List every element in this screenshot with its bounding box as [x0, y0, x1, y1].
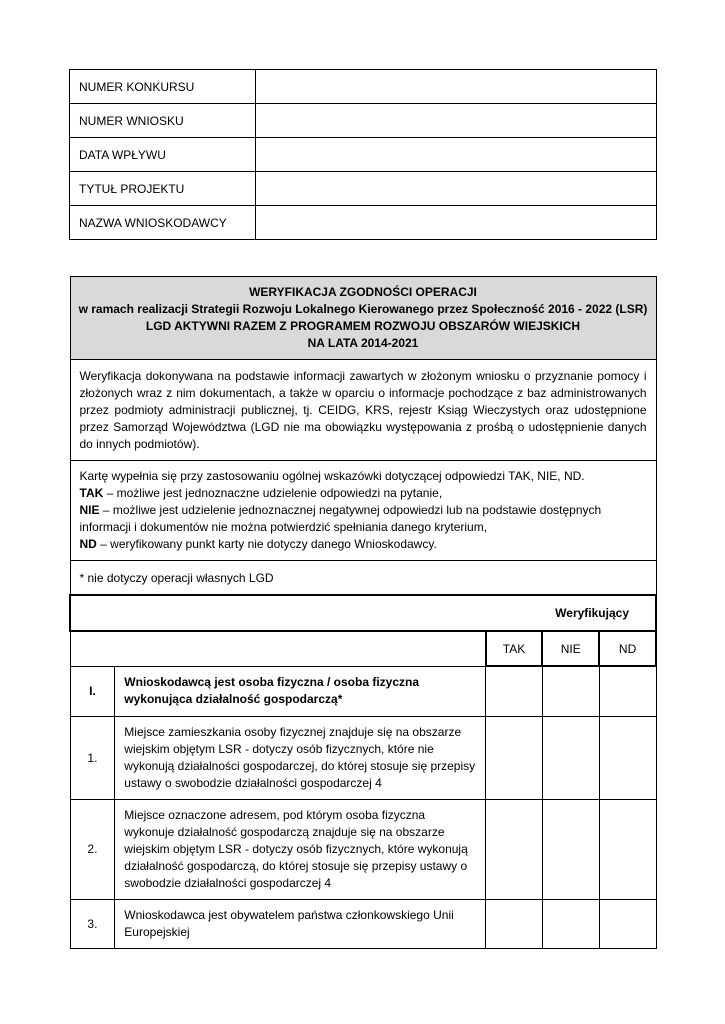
verifier-header: Weryfikujący — [70, 595, 656, 631]
nd-checkbox[interactable] — [599, 799, 656, 899]
criterion-row — [70, 799, 656, 899]
criterion-text: Wnioskodawca jest obywatelem państwa członkowskiego Unii Europejskiej — [115, 899, 486, 948]
info-label: DATA WPŁYWU — [70, 138, 256, 172]
nie-checkbox[interactable] — [542, 666, 599, 716]
title-line: NA LATA 2014-2021 — [307, 336, 419, 350]
criterion-number: 1. — [70, 716, 115, 799]
criterion-text: Miejsce zamieszkania osoby fizycznej znajduje się na obszarze wiejskim objętym LSR - dotyczy osób fizycznych, które nie wykonują działalności gospodarczej, do której stosuje się przepisy ustawy o swobodzie działalności gospodarczej 4 — [115, 716, 486, 799]
column-header-tak: TAK — [486, 631, 543, 666]
column-header-nd: ND — [599, 631, 656, 666]
title-line: LGD AKTYWNI RAZEM Z PROGRAMEM ROZWOJU OBSZARÓW WIEJSKICH — [145, 319, 581, 333]
legend-intro: Kartę wypełnia się przy zastosowaniu ogólnej wskazówki dotyczącej odpowiedzi TAK, NIE, ND. — [79, 469, 585, 483]
title-line: w ramach realizacji Strategii Rozwoju Lokalnego Kierowanego przez Społeczność 2016 - 2022 (LSR) — [78, 302, 648, 316]
tak-checkbox[interactable] — [486, 666, 543, 716]
nd-checkbox[interactable] — [599, 716, 656, 799]
info-label: TYTUŁ PROJEKTU — [70, 172, 256, 206]
info-label: NUMER KONKURSU — [70, 70, 256, 104]
criterion-row — [70, 666, 656, 716]
info-row-contest-number — [70, 70, 657, 104]
info-row-project-title — [70, 172, 657, 206]
answer-legend — [70, 461, 656, 561]
footnote: * nie dotyczy operacji własnych LGD — [70, 561, 656, 596]
info-row-applicant-name — [70, 206, 657, 240]
nd-checkbox[interactable] — [599, 899, 656, 948]
verification-table — [69, 276, 657, 949]
info-label: NUMER WNIOSKU — [70, 104, 256, 138]
project-title-field[interactable] — [256, 172, 657, 206]
column-header-spacer — [70, 631, 486, 666]
tak-checkbox[interactable] — [486, 799, 543, 899]
title-line: WERYFIKACJA ZGODNOŚCI OPERACJI — [249, 285, 477, 299]
application-info-table — [69, 69, 657, 240]
nie-checkbox[interactable] — [542, 799, 599, 899]
nd-checkbox[interactable] — [599, 666, 656, 716]
column-header-nie: NIE — [542, 631, 599, 666]
info-label: NAZWA WNIOSKODAWCY — [70, 206, 256, 240]
criterion-number: 3. — [70, 899, 115, 948]
applicant-name-field[interactable] — [256, 206, 657, 240]
info-row-application-number — [70, 104, 657, 138]
nie-checkbox[interactable] — [542, 716, 599, 799]
receipt-date-field[interactable] — [256, 138, 657, 172]
application-number-field[interactable] — [256, 104, 657, 138]
criterion-text: Wnioskodawcą jest osoba fizyczna / osoba fizyczna wykonująca działalność gospodarczą* — [115, 666, 486, 716]
legend-item-nie: NIE – możliwe jest udzielenie jednoznacznej negatywnej odpowiedzi lub na podstawie dostępnych informacji i dokumentów nie można potwierdzić spełniania danego kryterium, — [79, 503, 602, 534]
criterion-text: Miejsce oznaczone adresem, pod którym osoba fizyczna wykonuje działalność gospodarczą znajduje się na obszarze wiejskim objętym LSR - dotyczy osób fizycznych, które wykonują działalność gospodarczą, do której stosuje się przepisy ustawy o swobodzie działalności gospodarczej 4 — [115, 799, 486, 899]
criterion-number: I. — [70, 666, 115, 716]
criterion-number: 2. — [70, 799, 115, 899]
tak-checkbox[interactable] — [486, 899, 543, 948]
nie-checkbox[interactable] — [542, 899, 599, 948]
contest-number-field[interactable] — [256, 70, 657, 104]
criterion-row — [70, 899, 656, 948]
tak-checkbox[interactable] — [486, 716, 543, 799]
verification-description: Weryfikacja dokonywana na podstawie informacji zawartych w złożonym wniosku o przyznanie pomocy i złożonych wraz z nim dokumentach, a także w oparciu o informacje pochodzące z baz administrowanych przez podmioty administracji publicznej, tj. CEIDG, KRS, rejestr Ksiąg Wieczystych oraz udostępnione przez Samorząd Województwa (LGD nie ma obowiązku występowania z prośbą o udostępnienie danych do innych podmiotów). — [70, 360, 656, 461]
criterion-row — [70, 716, 656, 799]
legend-item-tak: TAK – możliwe jest jednoznaczne udzielenie odpowiedzi na pytanie, — [79, 486, 443, 500]
legend-item-nd: ND – weryfikowany punkt karty nie dotyczy danego Wnioskodawcy. — [79, 537, 437, 551]
verification-title — [70, 277, 656, 360]
info-row-receipt-date — [70, 138, 657, 172]
